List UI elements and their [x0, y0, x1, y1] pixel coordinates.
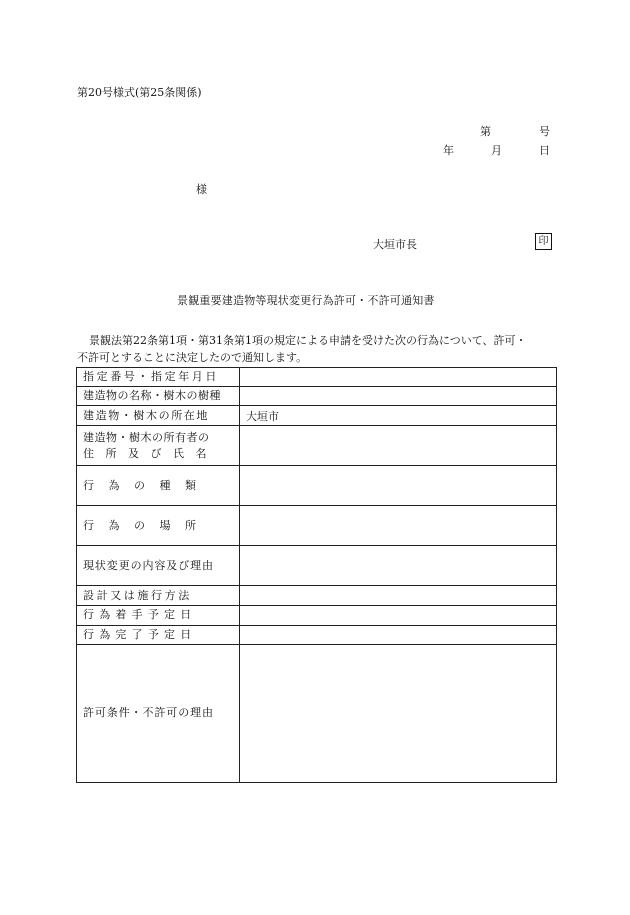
start-date-label: 行為着手予定日 — [77, 605, 240, 625]
start-date-value — [240, 605, 557, 625]
method-value — [240, 586, 557, 605]
addressee-suffix: 様 — [196, 183, 207, 196]
document-number-dai: 第 — [480, 125, 491, 138]
table-row-conditions — [77, 644, 557, 782]
owner-value — [240, 426, 557, 466]
designation-label: 指定番号・指定年月日 — [77, 368, 240, 387]
table-row-name — [77, 387, 557, 406]
notification-table — [76, 367, 557, 783]
table-row-owner — [77, 426, 557, 466]
location-label: 建造物・樹木の所在地 — [77, 406, 240, 426]
form-number: 第20号様式(第25条関係) — [77, 86, 202, 99]
conditions-label: 許可条件・不許可の理由 — [77, 644, 240, 782]
designation-value — [240, 368, 557, 387]
owner-label-line-2: 住所及び氏名 — [83, 446, 218, 460]
table-row-location — [77, 406, 557, 426]
issuer-name: 大垣市長 — [373, 238, 417, 251]
act-place-value — [240, 506, 557, 546]
date-month-label: 月 — [491, 144, 502, 157]
table-row-start-date — [77, 605, 557, 625]
act-type-label: 行為の種類 — [77, 466, 240, 506]
name-label: 建造物の名称・樹木の樹種 — [77, 387, 240, 406]
owner-label — [77, 426, 240, 466]
end-date-value — [240, 625, 557, 644]
table-row-act-place — [77, 506, 557, 546]
table-row-act-type — [77, 466, 557, 506]
body-text-line-2: 不許可とすることに決定したので通知します。 — [77, 351, 308, 364]
document-number-go: 号 — [539, 125, 550, 138]
document-title: 景観重要建造物等現状変更行為許可・不許可通知書 — [177, 294, 435, 307]
body-text-line-1: 景観法第22条第1項・第31条第1項の規定による申請を受けた次の行為について、許可・ — [89, 334, 527, 347]
seal-mark: 印 — [535, 233, 552, 250]
change-label: 現状変更の内容及び理由 — [77, 546, 240, 586]
table-row-method — [77, 586, 557, 605]
act-type-value — [240, 466, 557, 506]
table-row-end-date — [77, 625, 557, 644]
change-value — [240, 546, 557, 586]
owner-label-line-1: 建造物・樹木の所有者の — [83, 430, 210, 444]
table-row-change — [77, 546, 557, 586]
end-date-label: 行為完了予定日 — [77, 625, 240, 644]
date-day-label: 日 — [539, 144, 550, 157]
date-year-label: 年 — [443, 144, 454, 157]
act-place-label: 行為の場所 — [77, 506, 240, 546]
table-row-designation — [77, 368, 557, 387]
location-value: 大垣市 — [240, 406, 557, 426]
method-label: 設計又は施行方法 — [77, 586, 240, 605]
conditions-value — [240, 644, 557, 782]
name-value — [240, 387, 557, 406]
